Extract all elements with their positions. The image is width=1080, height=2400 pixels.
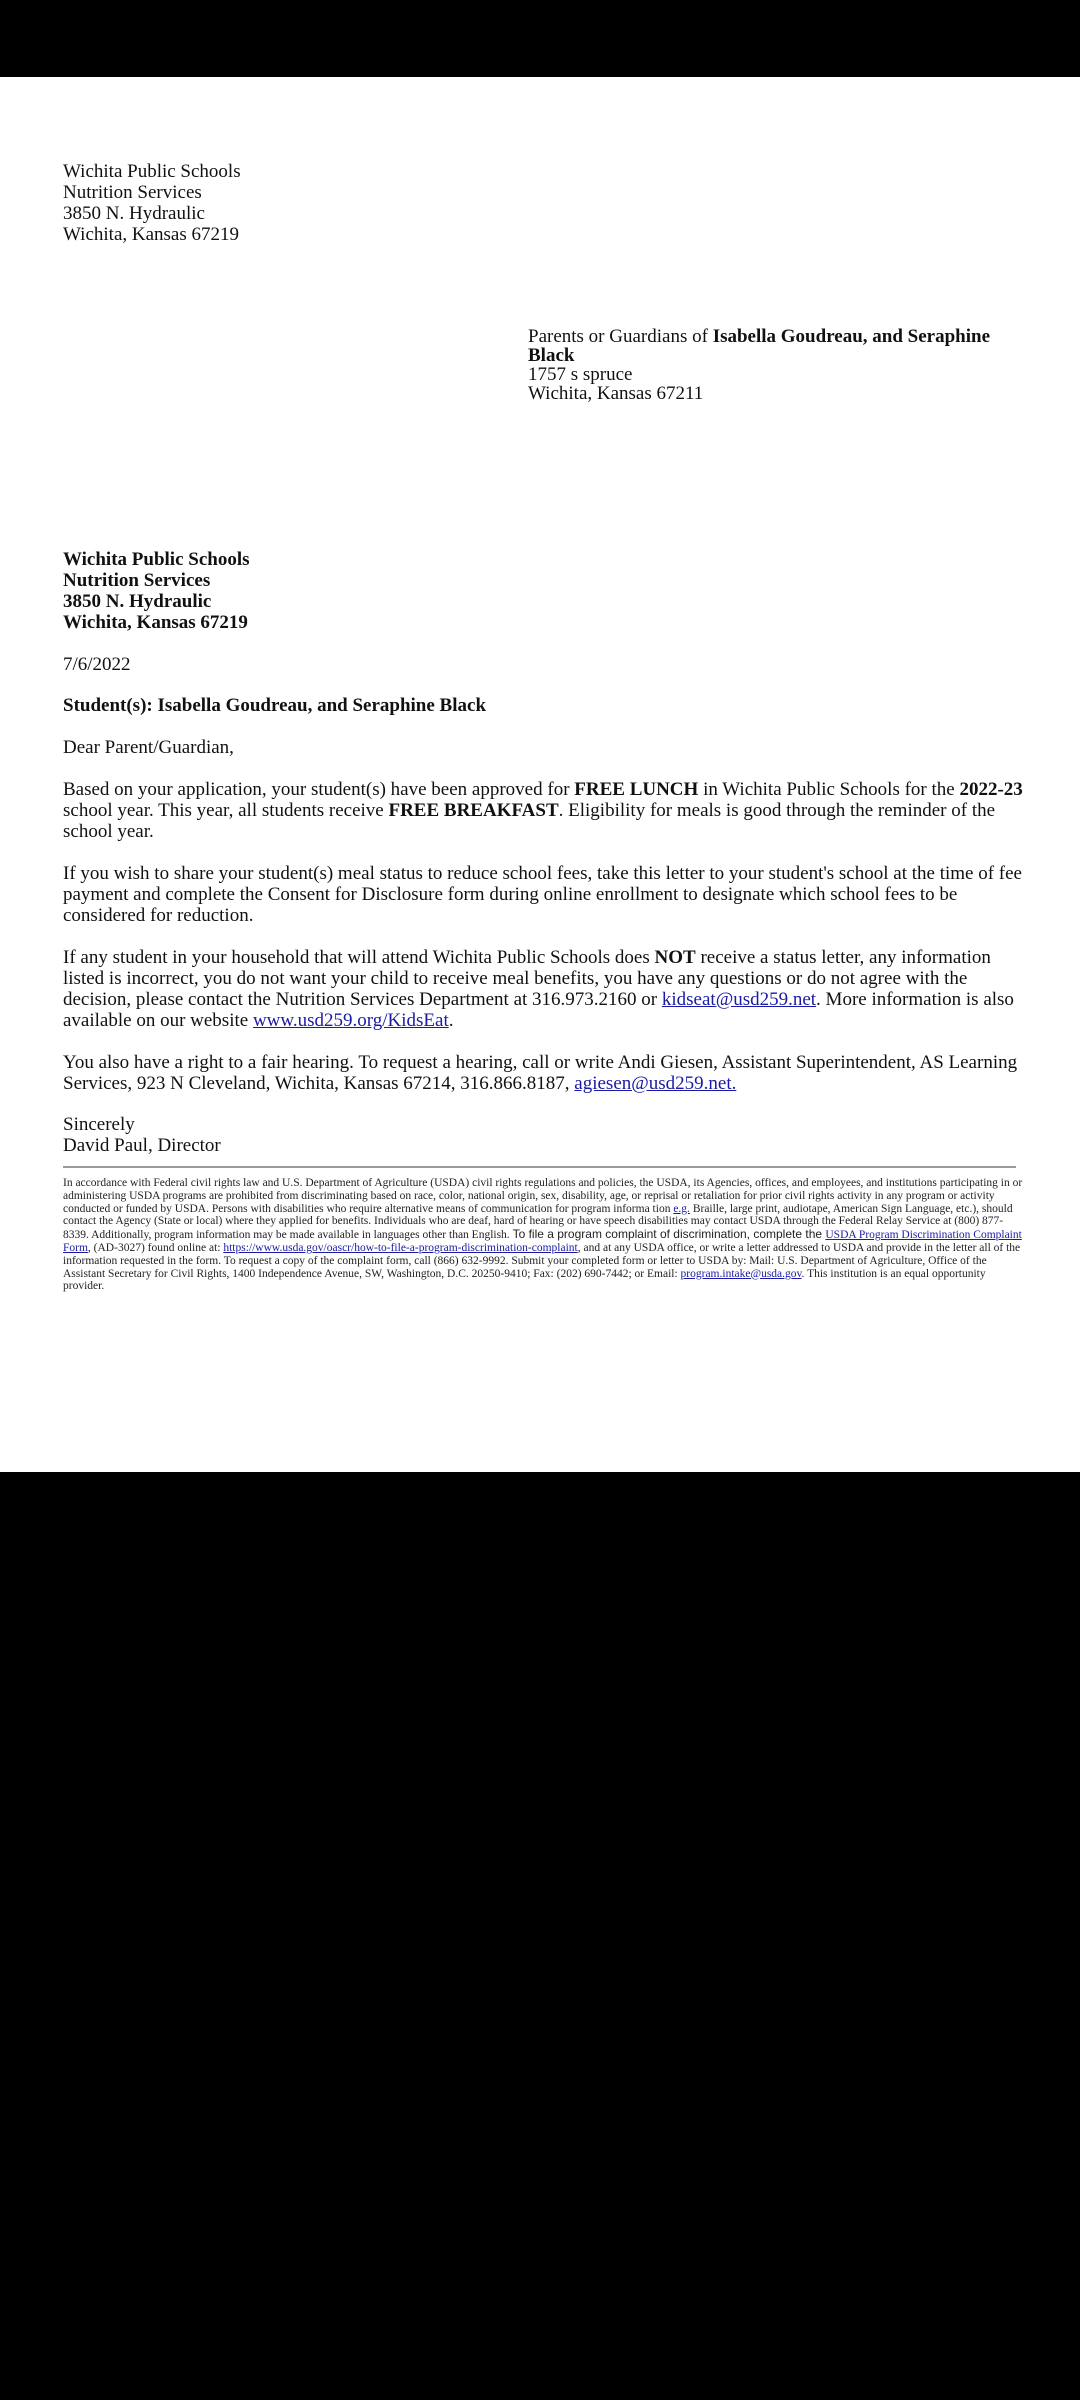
footer-divider xyxy=(63,1166,1016,1168)
kidseat-email-link[interactable]: kidseat@usd259.net xyxy=(661,989,817,1010)
text-span: receive a status letter, any information listed is incorrect, you do not want your child to receive meal benefits, you have any questions or do not agree with the decision, please contact the Nutrition Services Department at 316.973.2160 or xyxy=(63,947,991,1010)
recipient-name-line xyxy=(528,327,1008,365)
signoff-signature: David Paul, Director xyxy=(63,1135,221,1156)
text-span: . This institution is an equal opportunity provider. xyxy=(63,1267,986,1293)
complaint-url-link[interactable]: https://www.usda.gov/oascr/how-to-file-a-program-discrimination-complaint xyxy=(223,1241,578,1254)
hearing-paragraph xyxy=(63,1052,1023,1094)
top-black-bar xyxy=(0,0,1080,77)
text-span: school year. This year, all students receive xyxy=(63,800,389,821)
return-address-bold xyxy=(63,549,250,633)
letter-date: 7/6/2022 xyxy=(63,654,131,675)
recipient-street: 1757 s spruce xyxy=(528,364,633,385)
fee-reduction-paragraph: If you wish to share your student(s) meal status to reduce school fees, take this letter to your student's school at the time of fee payment and complete the Consent for Disclosure form during online enrollment to designate which school fees to be considered for reduction. xyxy=(63,863,1022,926)
recipient-prefix: Parents or Guardians of xyxy=(528,326,713,347)
signoff xyxy=(63,1114,221,1156)
website-link[interactable]: www.usd259.org/KidsEat xyxy=(252,1010,449,1031)
free-lunch-text: FREE LUNCH xyxy=(574,779,699,800)
sender-line: Nutrition Services xyxy=(63,570,211,591)
sender-line: 3850 N. Hydraulic xyxy=(63,203,205,224)
text-span: Based on your application, your student(s) have been approved for xyxy=(63,779,575,800)
program-intake-email-link[interactable]: program.intake@usda.gov xyxy=(680,1267,802,1280)
text-span: , and at any USDA office, or write a letter addressed to USDA and provide in the letter all of the information requested in the form. To request a copy of the complaint form, call (866) 632-9992. Submit your completed form or letter to USDA by: Mail: U.S. Department of Agriculture, Office of the Assistant Secretary for Civil Rights, 1400 Independence Avenue, SW, Washington, D.C. 20250-9410; Fax: (202) 690-7442; or Email: xyxy=(63,1241,1021,1280)
free-breakfast-text: FREE BREAKFAST xyxy=(388,800,559,821)
text-span: In accordance with Federal civil rights law and U.S. Department of Agriculture (USDA) civil rights regulations and policies, the USDA, its Agencies, offices, and employees, and institutions participating in or administering USDA programs are prohibited from discriminating based on race, color, national origin, sex, disability, age, or reprisal or retaliation for prior civil rights activity in any program or activity conducted or funded by USDA. Persons with disabilities who require alternative means of communication for program informa tion xyxy=(63,1177,1023,1215)
text-span: , (AD-3027) found online at: xyxy=(87,1241,224,1254)
students-line: Student(s): Isabella Goudreau, and Seraphine Black xyxy=(63,695,487,716)
contact-paragraph xyxy=(63,947,1023,1031)
nondiscrimination-footer xyxy=(63,1177,1023,1293)
sender-line: Wichita, Kansas 67219 xyxy=(63,612,248,633)
sender-address xyxy=(63,161,241,245)
text-span: in Wichita Public Schools for the xyxy=(698,779,960,800)
text-span: . xyxy=(448,1010,454,1031)
text-span: . Eligibility for meals is good through the reminder of the school year. xyxy=(63,800,996,842)
bottom-black-area xyxy=(0,1472,1080,2400)
sender-line: Wichita Public Schools xyxy=(63,549,250,570)
complaint-form-link[interactable]: USDA Program Discrimination Complaint Form xyxy=(63,1229,1022,1254)
letter-page xyxy=(0,77,1080,1472)
sender-line: Wichita, Kansas 67219 xyxy=(63,224,240,245)
text-span: You also have a right to a fair hearing. To request a hearing, call or write Andi Giesen, Assistant Superintendent, AS Learning Services, 923 N Cleveland, Wichita, Kansas 67214, 316.866.8187, xyxy=(63,1052,1018,1094)
sender-line: Wichita Public Schools xyxy=(63,161,241,182)
sender-line: Nutrition Services xyxy=(63,182,202,203)
text-span: . More information is also available on our website xyxy=(63,989,1014,1031)
text-span: Braille, large print, audiotape, American Sign Language, etc.), should contact the Agency (State or local) where they applied for benefits. Individuals who are deaf, hard of hearing or have speech disabilities may contact USDA through the Federal Relay Service at (800) 877-8339. Additionally, program information may be made available in languages other than English. xyxy=(63,1202,1013,1242)
recipient-names: Isabella Goudreau, and Seraphine Black xyxy=(528,326,991,366)
agiesen-email-link[interactable]: agiesen@usd259.net. xyxy=(574,1073,737,1094)
eg-link[interactable]: e.g. xyxy=(673,1202,690,1215)
approval-paragraph xyxy=(63,779,1023,842)
text-span: If any student in your household that will attend Wichita Public Schools does xyxy=(63,947,655,968)
signoff-closing: Sincerely xyxy=(63,1114,135,1135)
recipient-address xyxy=(528,327,1008,403)
recipient-city: Wichita, Kansas 67211 xyxy=(528,383,704,404)
greeting: Dear Parent/Guardian, xyxy=(63,737,234,758)
text-span: To file a program complaint of discrimination, complete the xyxy=(512,1227,826,1242)
not-text: NOT xyxy=(654,947,696,968)
school-year-text: 2022-23 xyxy=(959,779,1023,800)
sender-line: 3850 N. Hydraulic xyxy=(63,591,212,612)
